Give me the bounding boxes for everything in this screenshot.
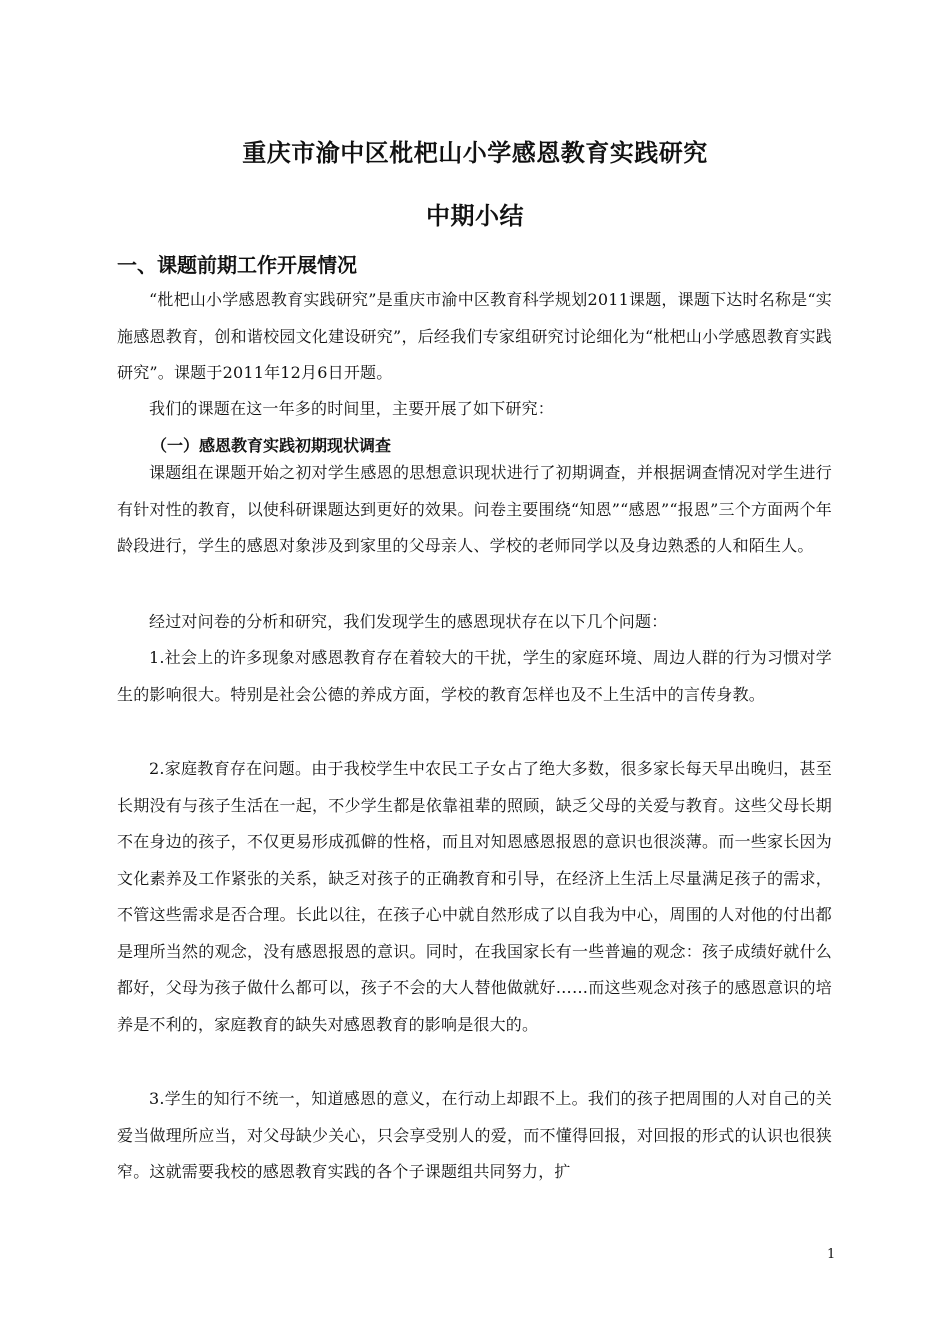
- paragraph: 我们的课题在这一年多的时间里，主要开展了如下研究：: [149, 399, 555, 418]
- list-item-paragraph: 1.社会上的许多现象对感恩教育存在着较大的干扰，学生的家庭环境、周边人群的行为习惯对学生的影响很大。特别是社会公德的养成方面，学校的教育怎样也及不上生活中的言传身教。: [117, 648, 832, 704]
- section-heading: 一、课题前期工作开展情况: [117, 253, 357, 277]
- page-number: 1: [827, 1247, 836, 1262]
- paragraph: “枇杷山小学感恩教育实践研究”是重庆市渝中区教育科学规划2011课题，课题下达时名称是“实施感恩教育，创和谐校园文化建设研究”，后经我们专家组研究讨论细化为“枇杷山小学感恩教育实践研究”。课题于2011年12月6日开题。: [117, 290, 832, 382]
- paragraph: 课题组在课题开始之初对学生感恩的思想意识现状进行了初期调查，并根据调查情况对学生进行有针对性的教育，以使科研课题达到更好的效果。问卷主要围绕“知恩”“感恩”“报恩”三个方面两个年龄段进行，学生的感恩对象涉及到家里的父母亲人、学校的老师同学以及身边熟悉的人和陌生人。: [117, 463, 832, 555]
- paragraph: 经过对问卷的分析和研究，我们发现学生的感恩现状存在以下几个问题：: [149, 612, 668, 631]
- list-item-paragraph: 3.学生的知行不统一，知道感恩的意义，在行动上却跟不上。我们的孩子把周围的人对自己的关爱当做理所应当，对父母缺少关心，只会享受别人的爱，而不懂得回报，对回报的形式的认识也很狭窄。这就需要我校的感恩教育实践的各个子课题组共同努力，扩: [117, 1089, 832, 1181]
- document-subtitle: 中期小结: [426, 202, 524, 230]
- document-title: 重庆市渝中区枇杷山小学感恩教育实践研究: [242, 139, 708, 167]
- list-item-paragraph: 2.家庭教育存在问题。由于我校学生中农民工子女占了绝大多数，很多家长每天早出晚归，甚至长期没有与孩子生活在一起，不少学生都是依靠祖辈的照顾，缺乏父母的关爱与教育。这些父母长期不在身边的孩子，不仅更易形成孤僻的性格，而且对知恩感恩报恩的意识也很淡薄。而一些家长因为文化素养及工作紧张的关系，缺乏对孩子的正确教育和引导，在经济上生活上尽量满足孩子的需求，不管这些需求是否合理。长此以往，在孩子心中就自然形成了以自我为中心，周围的人对他的付出都是理所当然的观念，没有感恩报恩的意识。同时，在我国家长有一些普遍的观念：孩子成绩好就什么都好，父母为孩子做什么都可以，孩子不会的大人替他做就好……而这些观念对孩子的感恩意识的培养是不利的，家庭教育的缺失对感恩教育的影响是很大的。: [117, 759, 832, 1034]
- subsection-heading: （一）感恩教育实践初期现状调查: [151, 436, 392, 455]
